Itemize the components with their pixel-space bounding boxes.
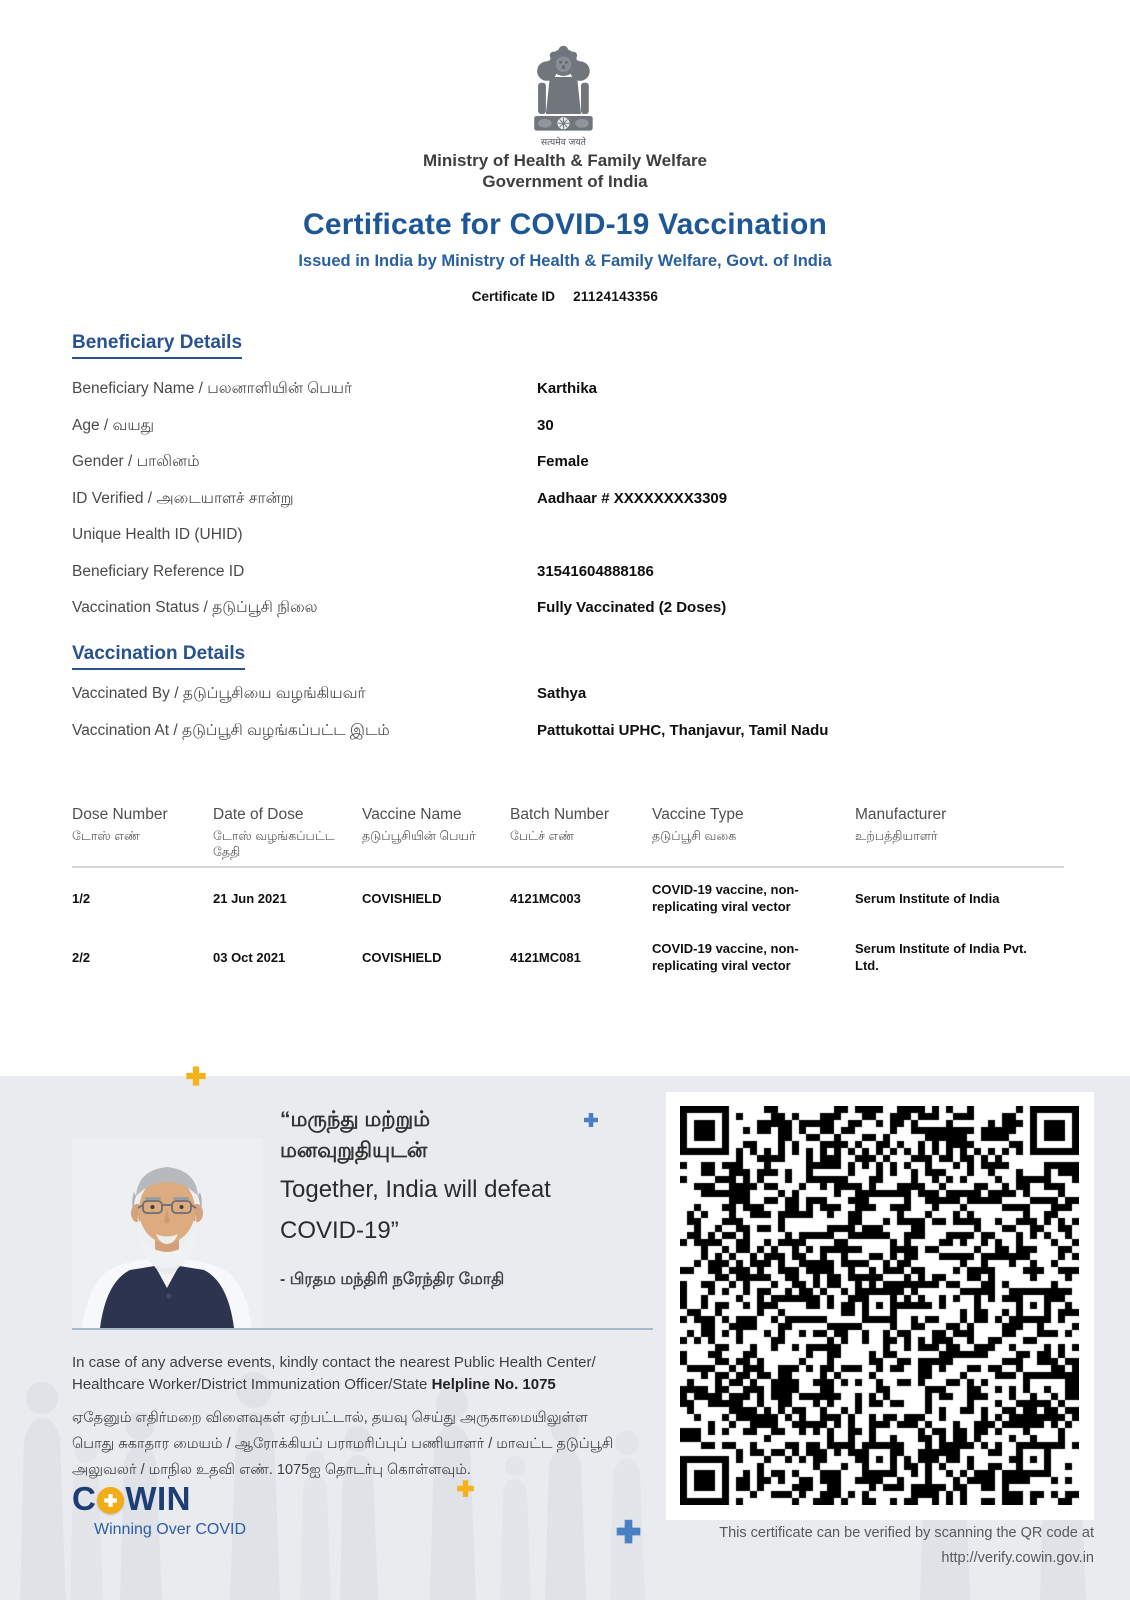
cell-vaccine-type: COVID-19 vaccine, non-replicating viral vector xyxy=(652,941,799,973)
field-value: Sathya xyxy=(537,685,587,702)
cowin-logo xyxy=(72,1480,246,1539)
field-value: Karthika xyxy=(537,380,598,397)
field-vaccinated-by xyxy=(72,685,1072,722)
table-row xyxy=(72,927,1064,986)
field-beneficiary-name xyxy=(72,380,1072,417)
ministry-line1: Ministry of Health & Family Welfare xyxy=(422,151,708,170)
cell-dose-number: 2/2 xyxy=(72,949,91,965)
verify-url: http://verify.cowin.gov.in xyxy=(941,1550,1094,1566)
beneficiary-details-heading: Beneficiary Details xyxy=(72,332,242,359)
certificate-id-row xyxy=(0,289,1130,304)
field-label: Gender / பாலினம் xyxy=(72,453,200,470)
col-dose-number: Dose Number டோஸ் எண் xyxy=(72,806,168,843)
cell-batch-number: 4121MC081 xyxy=(510,949,581,965)
field-uhid xyxy=(72,526,1072,563)
vaccination-details-list xyxy=(72,685,1072,758)
pm-portrait-image xyxy=(72,1138,262,1328)
cowin-plus-icon xyxy=(97,1487,124,1514)
field-beneficiary-reference-id xyxy=(72,563,1072,600)
field-label: Beneficiary Name / பலனாளியின் பெயர் xyxy=(72,380,353,397)
dose-table xyxy=(72,806,1064,986)
field-label: Age / வயது xyxy=(72,416,155,434)
lion-capital-icon xyxy=(524,36,602,153)
cowin-tagline: Winning Over COVID xyxy=(94,1521,247,1538)
field-label: ID Verified / அடையாளச் சான்று xyxy=(72,489,294,507)
field-vaccination-status xyxy=(72,599,1072,636)
cell-vaccine-name: COVISHIELD xyxy=(362,890,442,906)
ministry-line2: Government of India xyxy=(482,172,648,191)
qr-code-panel xyxy=(666,1092,1094,1520)
adverse-events-note xyxy=(72,1352,642,1396)
dose-table-header xyxy=(72,806,1064,866)
pm-modi-photo xyxy=(72,1138,262,1328)
cell-date-of-dose: 03 Oct 2021 xyxy=(213,949,286,965)
cowin-logo-c: C xyxy=(72,1480,97,1517)
qr-code xyxy=(680,1106,1079,1505)
plus-decoration-icon xyxy=(583,1112,599,1128)
col-vaccine-type: Vaccine Type தடுப்பூசி வகை xyxy=(652,806,744,843)
verify-note xyxy=(574,1521,1094,1571)
field-value: 30 xyxy=(537,416,554,434)
field-label: Vaccinated By / தடுப்பூசியை வழங்கியவர் xyxy=(72,685,366,702)
quote-english-line2: COVID-19” xyxy=(280,1217,399,1244)
cell-vaccine-name: COVISHIELD xyxy=(362,949,442,965)
col-batch-number: Batch Number பேட்ச் எண் xyxy=(510,806,610,843)
col-manufacturer: Manufacturer உற்பத்தியாளர் xyxy=(855,806,947,843)
quote-attribution: - பிரதம மந்திரி நரேந்திர மோதி xyxy=(280,1271,505,1288)
plus-decoration-icon xyxy=(185,1065,207,1087)
quote-english-line1: Together, India will defeat xyxy=(280,1176,551,1203)
ministry-header xyxy=(0,150,1130,192)
field-value: Female xyxy=(537,453,589,470)
pm-quote xyxy=(280,1104,640,1290)
quote-tamil-line2: மனவுறுதியுடன் xyxy=(280,1139,428,1162)
helpline-number: Helpline No. 1075 xyxy=(431,1376,556,1393)
field-label: Beneficiary Reference ID xyxy=(72,562,245,580)
quote-tamil-line1: “மருந்து மற்றும் xyxy=(280,1108,431,1131)
field-value: Aadhaar # XXXXXXXX3309 xyxy=(537,489,728,507)
table-row xyxy=(72,868,1064,927)
adverse-line2: Healthcare Worker/District Immunization Officer/State xyxy=(72,1376,432,1393)
verify-line1: This certificate can be verified by scanning the QR code at xyxy=(719,1525,1094,1541)
cell-dose-number: 1/2 xyxy=(72,890,91,906)
certificate-id-label: Certificate ID xyxy=(471,289,556,304)
field-vaccination-at xyxy=(72,722,1072,759)
field-label: Vaccination At / தடுப்பூசி வழங்கப்பட்ட இடம் xyxy=(72,721,390,739)
cell-vaccine-type: COVID-19 vaccine, non-replicating viral vector xyxy=(652,882,799,914)
vaccination-details-heading: Vaccination Details xyxy=(72,643,245,670)
field-id-verified xyxy=(72,490,1072,527)
cell-date-of-dose: 21 Jun 2021 xyxy=(213,890,287,906)
col-date-of-dose: Date of Dose டோஸ் வழங்கப்பட்ட தேதி xyxy=(213,806,335,859)
certificate-id-value: 21124143356 xyxy=(573,289,659,304)
emblem-motto: सत्यमेव जयते xyxy=(540,137,586,148)
cell-manufacturer: Serum Institute of India Pvt. Ltd. xyxy=(855,941,1027,973)
field-age xyxy=(72,417,1072,454)
beneficiary-details-list xyxy=(72,380,1072,636)
field-label: Unique Health ID (UHID) xyxy=(72,526,243,543)
col-vaccine-name: Vaccine Name தடுப்பூசியின் பெயர் xyxy=(362,806,476,843)
cowin-logo-win: WIN xyxy=(125,1480,191,1517)
adverse-line1: In case of any adverse events, kindly contact the nearest Public Health Center/ xyxy=(72,1354,596,1371)
field-value: 31541604888186 xyxy=(537,562,654,580)
page-title: Certificate for COVID-19 Vaccination xyxy=(302,208,827,241)
field-gender xyxy=(72,453,1072,490)
field-value: Fully Vaccinated (2 Doses) xyxy=(537,599,727,616)
page-subtitle: Issued in India by Ministry of Health & Family Welfare, Govt. of India xyxy=(298,252,832,270)
field-value: Pattukottai UPHC, Thanjavur, Tamil Nadu xyxy=(537,721,829,739)
footer-divider xyxy=(72,1328,653,1330)
adverse-events-note-tamil: ஏதேனும் எதிர்மறை விளைவுகள் ஏற்பட்டால், தயவு செய்து அருகாமையிலுள்ள பொது சுகாதார மையம் / ஆரோக்கியப் பராமரிப்புப் பணியாளர் / மாவட்ட தடுப்பூசி அலுவலர் / மாநில உதவி எண். 1075ஐ தொடர்பு கொள்ளவும். xyxy=(72,1410,614,1478)
national-emblem xyxy=(524,36,602,152)
cell-manufacturer: Serum Institute of India xyxy=(855,890,1000,906)
field-label: Vaccination Status / தடுப்பூசி நிலை xyxy=(72,599,318,616)
plus-decoration-icon xyxy=(456,1479,475,1498)
cell-batch-number: 4121MC003 xyxy=(510,890,581,906)
